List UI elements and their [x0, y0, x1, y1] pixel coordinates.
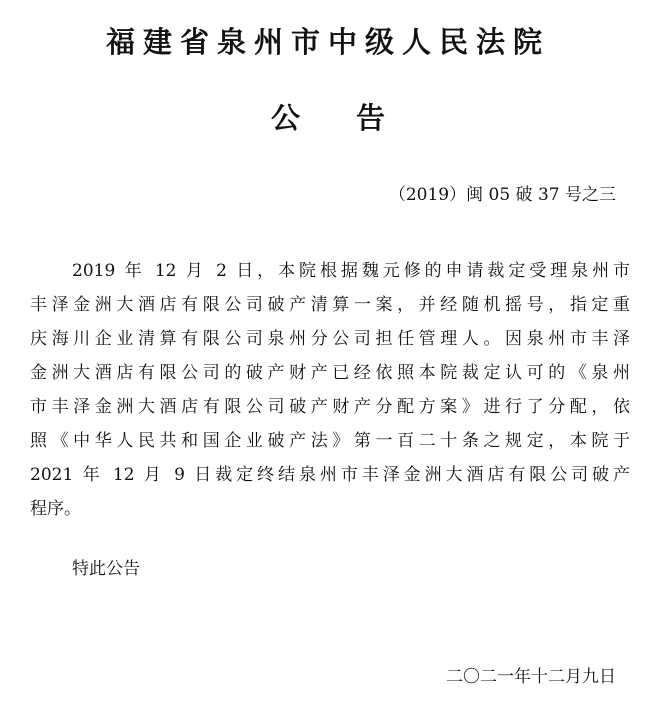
body-line: 丰泽金洲大酒店有限公司破产清算一案，并经随机摇号，指定重 — [30, 295, 630, 315]
closing-text: 特此公告 — [72, 559, 140, 579]
court-name-heading: 福建省泉州市中级人民法院 — [105, 25, 550, 59]
notice-body — [30, 254, 630, 526]
notice-heading-char-2: 告 — [356, 101, 386, 135]
body-line: 金洲大酒店有限公司的破产财产已经依照本院裁定认可的《泉州 — [30, 363, 630, 383]
notice-heading-char-1: 公 — [270, 101, 300, 135]
body-line: 照《中华人民共和国企业破产法》第一百二十条之规定，本院于 — [30, 431, 630, 451]
body-line: 2019 年 12 月 2 日，本院根据魏元修的申请裁定受理泉州市 — [72, 261, 630, 281]
body-line: 2021 年 12 月 9 日裁定终结泉州市丰泽金洲大酒店有限公司破产 — [30, 465, 630, 485]
body-line: 庆海川企业清算有限公司泉州分公司担任管理人。因泉州市丰泽 — [30, 329, 630, 349]
body-line: 程序。 — [30, 499, 81, 519]
notice-date: 二〇二一年十二月九日 — [446, 667, 616, 687]
body-line: 市丰泽金洲大酒店有限公司破产财产分配方案》进行了分配，依 — [30, 397, 630, 417]
notice-heading — [0, 96, 656, 140]
case-number: （2019）闽 05 破 37 号之三 — [388, 185, 616, 205]
